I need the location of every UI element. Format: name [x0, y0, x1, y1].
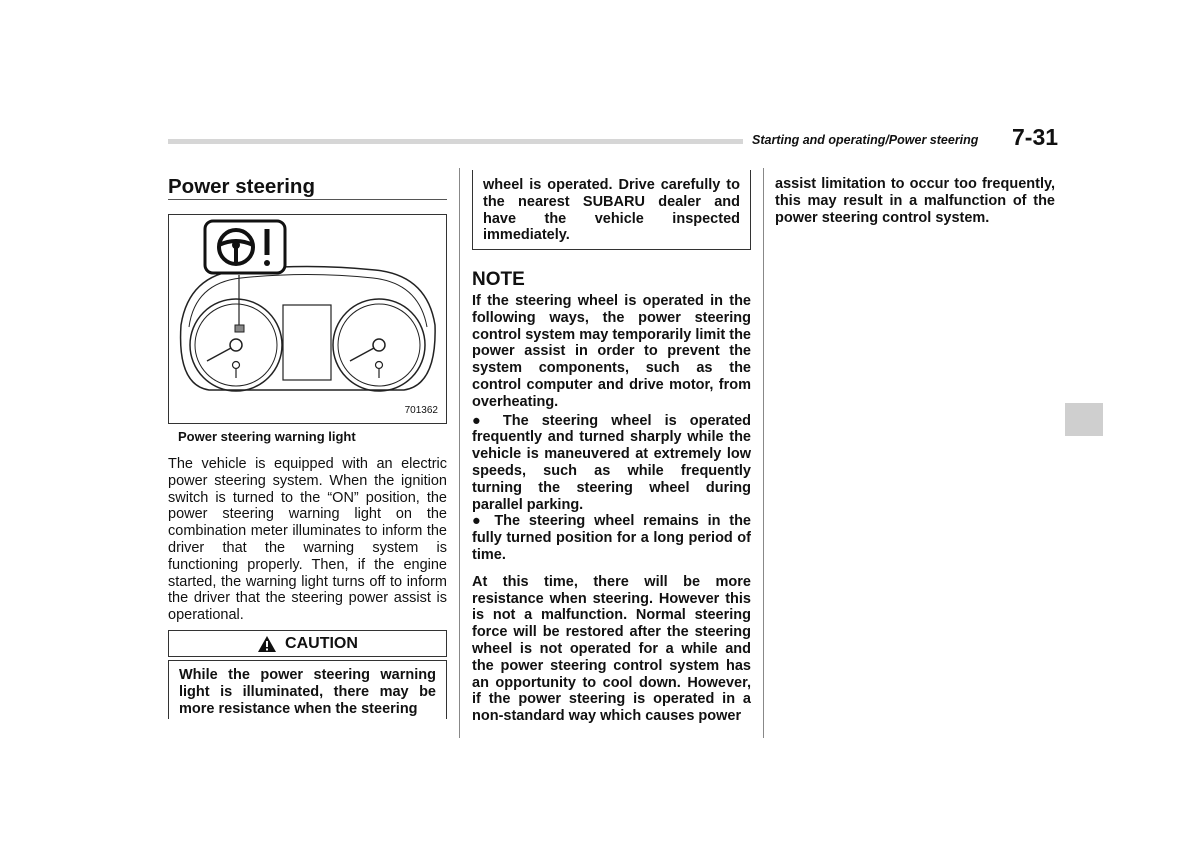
bullet-dot-icon: ●: [472, 513, 495, 530]
chapter-tab: [1065, 403, 1103, 436]
body-paragraph: The vehicle is equipped with an electric power steering system. When the ignition switch is turned to the “ON” position, the power steering warning light on the combination meter illuminates to inform the driver that the warning system is functioning properly. Then, if the engine started, the warning light turns off to inform the driver that the steering power assist is operational.: [168, 456, 447, 624]
bullet-dot-icon: ●: [472, 412, 503, 429]
title-rule: [168, 199, 447, 200]
page-number: 7-31: [1012, 124, 1059, 150]
instrument-cluster-figure: [168, 214, 447, 424]
caution-text-part2: wheel is operated. Drive carefully to the nearest SUBARU dealer and have the vehicle inspected immediately.: [472, 170, 751, 250]
warning-triangle-icon: [257, 635, 277, 653]
figure-caption: Power steering warning light: [178, 429, 356, 444]
section-title: Power steering: [168, 175, 315, 198]
note-closing-part1: At this time, there will be more resistance when steering. However this is not a malfunction. Normal steering force will be restored after the steering wheel is not operated for a while and the power steering control system has an opportunity to cool down. However, if the power steering is operated in a non-standard way which causes power: [472, 573, 751, 725]
caution-text-part1: While the power steering warning light is illuminated, there may be more resistance when the steering: [168, 660, 447, 719]
note-closing-part2: assist limitation to occur too frequently, this may result in a malfunction of the power steering control system.: [775, 176, 1055, 226]
note-bullet-1: [472, 413, 751, 514]
caution-label: CAUTION: [285, 634, 358, 652]
power-steering-warning-icon: [205, 221, 285, 273]
figure-code: 701362: [404, 405, 438, 416]
note-bullet-2: [472, 513, 751, 563]
column-divider-2: [763, 168, 764, 738]
header-rule: [168, 139, 743, 144]
note-title: NOTE: [472, 269, 525, 290]
column-3-text: [775, 176, 1055, 226]
note-intro: If the steering wheel is operated in the following ways, the power steering control system may temporarily limit the power assist in order to prevent the system components, such as the control computer and drive motor, from overheating.: [472, 293, 751, 410]
caution-header: [168, 630, 447, 657]
note-block: [472, 293, 751, 725]
column-divider-1: [459, 168, 460, 738]
note-bullet-2-text: The steering wheel remains in the fully turned position for a long period of time.: [472, 513, 751, 563]
running-head: Starting and operating/Power steering: [752, 133, 979, 147]
note-bullet-1-text: The steering wheel is operated frequently and turned sharply while the vehicle is maneuvered at extremely low speeds, such as while frequently turning the steering wheel during parallel parking.: [472, 412, 751, 513]
body-text-block: [168, 456, 447, 624]
instrument-cluster-illustration: [169, 215, 446, 423]
